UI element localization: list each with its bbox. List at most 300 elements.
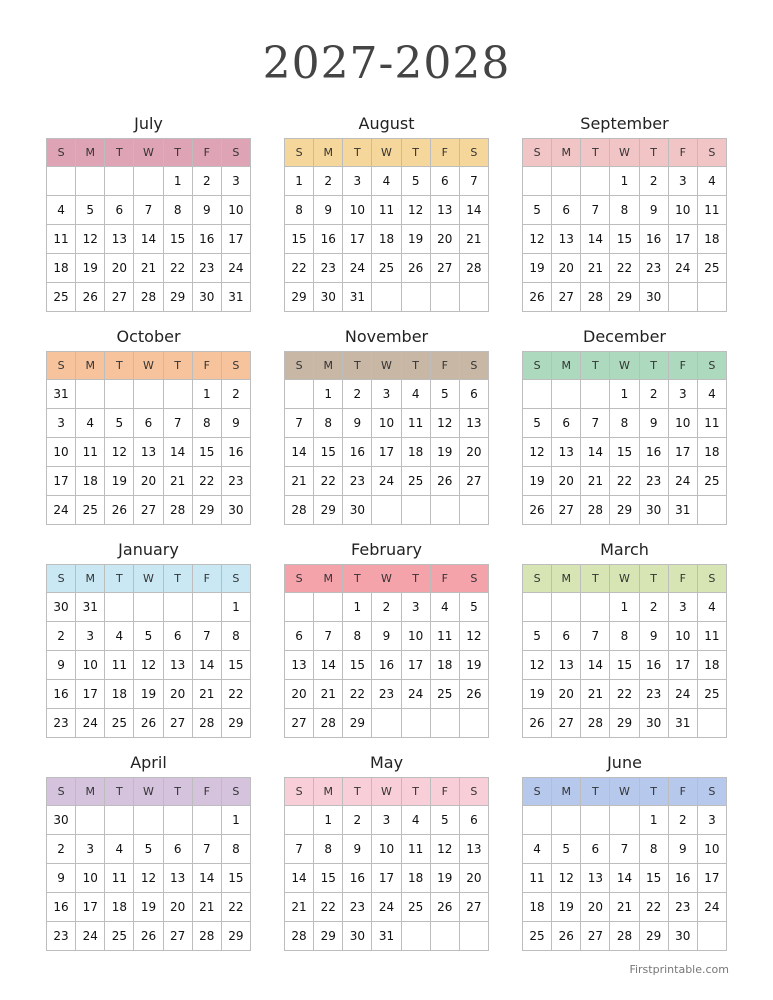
day-cell: 17 (221, 225, 250, 254)
day-cell: 21 (581, 680, 610, 709)
day-cell: 5 (459, 593, 488, 622)
empty-cell (401, 709, 430, 738)
day-cell: 1 (221, 806, 250, 835)
empty-cell (76, 167, 105, 196)
day-cell: 10 (401, 622, 430, 651)
month-name: March (600, 540, 649, 559)
day-cell: 6 (163, 622, 192, 651)
day-cell: 2 (639, 167, 668, 196)
day-cell: 15 (343, 651, 372, 680)
weekday-header: W (610, 139, 639, 167)
day-cell: 5 (552, 835, 581, 864)
month-name: February (351, 540, 422, 559)
weekday-header: T (581, 139, 610, 167)
empty-cell (163, 380, 192, 409)
day-cell: 8 (221, 835, 250, 864)
weekday-header: M (76, 352, 105, 380)
weekday-header: S (47, 565, 76, 593)
weekday-header: F (430, 565, 459, 593)
day-cell: 5 (134, 622, 163, 651)
day-cell: 29 (639, 922, 668, 951)
weekday-header: T (581, 565, 610, 593)
day-cell: 9 (639, 622, 668, 651)
day-cell: 4 (697, 380, 726, 409)
day-cell: 16 (47, 893, 76, 922)
weekday-header: S (285, 139, 314, 167)
day-cell: 10 (372, 409, 401, 438)
day-cell: 4 (430, 593, 459, 622)
day-cell: 19 (76, 254, 105, 283)
day-cell: 28 (285, 496, 314, 525)
weekday-header: M (552, 139, 581, 167)
day-cell: 23 (47, 709, 76, 738)
weekday-header: S (523, 565, 552, 593)
weekday-header: T (639, 778, 668, 806)
day-cell: 17 (76, 680, 105, 709)
weekday-header: W (134, 778, 163, 806)
day-cell: 5 (523, 622, 552, 651)
day-cell: 16 (343, 438, 372, 467)
day-cell: 17 (47, 467, 76, 496)
empty-cell (105, 167, 134, 196)
day-cell: 15 (163, 225, 192, 254)
day-cell: 7 (285, 409, 314, 438)
day-cell: 22 (314, 893, 343, 922)
day-cell: 22 (610, 680, 639, 709)
day-cell: 11 (697, 409, 726, 438)
month-name: July (134, 114, 163, 133)
empty-cell (76, 806, 105, 835)
day-cell: 24 (668, 680, 697, 709)
day-cell: 8 (343, 622, 372, 651)
weekday-header: W (372, 139, 401, 167)
day-cell: 19 (552, 893, 581, 922)
weekday-header: S (47, 352, 76, 380)
day-cell: 21 (314, 680, 343, 709)
month-july (46, 110, 251, 312)
weekday-header: T (401, 778, 430, 806)
day-cell: 20 (552, 254, 581, 283)
day-cell: 8 (639, 835, 668, 864)
day-cell: 14 (581, 651, 610, 680)
page-title: 2027-2028 (262, 38, 511, 89)
day-cell: 20 (552, 680, 581, 709)
day-cell: 13 (163, 864, 192, 893)
empty-cell (697, 922, 726, 951)
weekday-header: M (314, 139, 343, 167)
weekday-header: S (221, 139, 250, 167)
day-cell: 31 (343, 283, 372, 312)
empty-cell (523, 806, 552, 835)
day-cell: 15 (221, 864, 250, 893)
empty-cell (134, 806, 163, 835)
day-cell: 29 (314, 496, 343, 525)
day-cell: 10 (372, 835, 401, 864)
month-table (522, 138, 727, 312)
day-cell: 25 (76, 496, 105, 525)
day-cell: 12 (459, 622, 488, 651)
month-name: November (344, 327, 429, 346)
day-cell: 6 (134, 409, 163, 438)
day-cell: 19 (105, 467, 134, 496)
empty-cell (523, 380, 552, 409)
day-cell: 27 (134, 496, 163, 525)
day-cell: 14 (314, 651, 343, 680)
weekday-header: F (668, 565, 697, 593)
day-cell: 11 (401, 835, 430, 864)
day-cell: 12 (523, 225, 552, 254)
day-cell: 22 (314, 467, 343, 496)
day-cell: 6 (581, 835, 610, 864)
day-cell: 18 (697, 438, 726, 467)
empty-cell (581, 167, 610, 196)
day-cell: 10 (668, 196, 697, 225)
day-cell: 20 (163, 893, 192, 922)
day-cell: 2 (639, 593, 668, 622)
day-cell: 23 (639, 680, 668, 709)
day-cell: 22 (221, 893, 250, 922)
weekday-header: S (697, 352, 726, 380)
day-cell: 27 (285, 709, 314, 738)
day-cell: 11 (401, 409, 430, 438)
day-cell: 12 (134, 651, 163, 680)
month-may (284, 749, 489, 951)
day-cell: 15 (314, 438, 343, 467)
day-cell: 29 (221, 709, 250, 738)
day-cell: 4 (76, 409, 105, 438)
day-cell: 20 (581, 893, 610, 922)
empty-cell (372, 709, 401, 738)
day-cell: 8 (314, 409, 343, 438)
day-cell: 24 (697, 893, 726, 922)
empty-cell (552, 380, 581, 409)
day-cell: 24 (668, 254, 697, 283)
day-cell: 7 (581, 409, 610, 438)
day-cell: 4 (697, 167, 726, 196)
day-cell: 7 (285, 835, 314, 864)
day-cell: 11 (430, 622, 459, 651)
day-cell: 6 (552, 409, 581, 438)
month-name: October (116, 327, 181, 346)
month-table (284, 777, 489, 951)
empty-cell (285, 806, 314, 835)
day-cell: 23 (343, 893, 372, 922)
day-cell: 2 (372, 593, 401, 622)
day-cell: 26 (523, 709, 552, 738)
empty-cell (134, 593, 163, 622)
day-cell: 15 (192, 438, 221, 467)
empty-cell (552, 806, 581, 835)
day-cell: 14 (581, 225, 610, 254)
day-cell: 6 (285, 622, 314, 651)
day-cell: 8 (610, 409, 639, 438)
empty-cell (523, 593, 552, 622)
weekday-header: S (697, 565, 726, 593)
day-cell: 15 (314, 864, 343, 893)
month-table (46, 351, 251, 525)
day-cell: 22 (639, 893, 668, 922)
weekday-header: S (697, 778, 726, 806)
day-cell: 1 (163, 167, 192, 196)
day-cell: 20 (459, 438, 488, 467)
day-cell: 10 (343, 196, 372, 225)
day-cell: 18 (105, 893, 134, 922)
weekday-header: S (523, 778, 552, 806)
day-cell: 17 (372, 438, 401, 467)
day-cell: 24 (401, 680, 430, 709)
day-cell: 11 (105, 651, 134, 680)
weekday-header: S (523, 352, 552, 380)
day-cell: 7 (459, 167, 488, 196)
day-cell: 28 (314, 709, 343, 738)
day-cell: 15 (610, 225, 639, 254)
weekday-header: F (668, 778, 697, 806)
day-cell: 24 (221, 254, 250, 283)
month-table (284, 351, 489, 525)
day-cell: 26 (430, 467, 459, 496)
day-cell: 11 (47, 225, 76, 254)
day-cell: 14 (581, 438, 610, 467)
weekday-header: S (47, 139, 76, 167)
day-cell: 18 (401, 438, 430, 467)
day-cell: 15 (639, 864, 668, 893)
day-cell: 24 (343, 254, 372, 283)
day-cell: 21 (192, 680, 221, 709)
empty-cell (134, 380, 163, 409)
day-cell: 27 (430, 254, 459, 283)
day-cell: 2 (192, 167, 221, 196)
day-cell: 19 (134, 680, 163, 709)
day-cell: 7 (581, 196, 610, 225)
day-cell: 17 (76, 893, 105, 922)
day-cell: 25 (47, 283, 76, 312)
weekday-header: F (192, 778, 221, 806)
day-cell: 21 (285, 893, 314, 922)
day-cell: 13 (134, 438, 163, 467)
day-cell: 28 (163, 496, 192, 525)
day-cell: 8 (314, 835, 343, 864)
weekday-header: T (639, 352, 668, 380)
day-cell: 1 (610, 167, 639, 196)
empty-cell (192, 593, 221, 622)
day-cell: 16 (639, 651, 668, 680)
day-cell: 19 (401, 225, 430, 254)
month-table (46, 564, 251, 738)
day-cell: 17 (343, 225, 372, 254)
day-cell: 30 (314, 283, 343, 312)
day-cell: 26 (401, 254, 430, 283)
day-cell: 29 (285, 283, 314, 312)
day-cell: 11 (523, 864, 552, 893)
weekday-header: F (668, 139, 697, 167)
day-cell: 9 (47, 651, 76, 680)
day-cell: 23 (47, 922, 76, 951)
month-november (284, 323, 489, 525)
day-cell: 28 (581, 496, 610, 525)
day-cell: 30 (47, 593, 76, 622)
day-cell: 30 (221, 496, 250, 525)
month-name: January (118, 540, 179, 559)
day-cell: 13 (581, 864, 610, 893)
day-cell: 29 (314, 922, 343, 951)
weekday-header: W (372, 778, 401, 806)
day-cell: 16 (47, 680, 76, 709)
weekday-header: W (610, 352, 639, 380)
day-cell: 26 (105, 496, 134, 525)
weekday-header: T (105, 778, 134, 806)
day-cell: 31 (668, 496, 697, 525)
weekday-header: S (285, 565, 314, 593)
day-cell: 8 (192, 409, 221, 438)
empty-cell (134, 167, 163, 196)
day-cell: 9 (372, 622, 401, 651)
day-cell: 14 (192, 651, 221, 680)
day-cell: 27 (552, 283, 581, 312)
empty-cell (581, 806, 610, 835)
empty-cell (523, 167, 552, 196)
day-cell: 18 (697, 225, 726, 254)
day-cell: 20 (134, 467, 163, 496)
day-cell: 28 (581, 283, 610, 312)
day-cell: 28 (192, 922, 221, 951)
day-cell: 9 (668, 835, 697, 864)
weekday-header: T (401, 352, 430, 380)
weekday-header: W (610, 565, 639, 593)
day-cell: 13 (285, 651, 314, 680)
empty-cell (285, 380, 314, 409)
day-cell: 18 (76, 467, 105, 496)
day-cell: 19 (523, 254, 552, 283)
day-cell: 27 (459, 893, 488, 922)
day-cell: 19 (459, 651, 488, 680)
day-cell: 13 (163, 651, 192, 680)
weekday-header: M (552, 352, 581, 380)
day-cell: 12 (523, 651, 552, 680)
weekday-header: S (459, 778, 488, 806)
empty-cell (552, 593, 581, 622)
weekday-header: F (192, 139, 221, 167)
day-cell: 25 (105, 922, 134, 951)
day-cell: 29 (610, 283, 639, 312)
day-cell: 5 (430, 380, 459, 409)
day-cell: 24 (372, 893, 401, 922)
day-cell: 15 (610, 438, 639, 467)
weekday-header: S (221, 352, 250, 380)
month-table (46, 777, 251, 951)
empty-cell (47, 167, 76, 196)
day-cell: 25 (697, 680, 726, 709)
day-cell: 8 (285, 196, 314, 225)
day-cell: 23 (192, 254, 221, 283)
weekday-header: T (401, 139, 430, 167)
day-cell: 27 (163, 709, 192, 738)
day-cell: 10 (668, 622, 697, 651)
day-cell: 3 (668, 380, 697, 409)
day-cell: 18 (697, 651, 726, 680)
day-cell: 31 (372, 922, 401, 951)
day-cell: 3 (401, 593, 430, 622)
weekday-header: F (668, 352, 697, 380)
day-cell: 7 (192, 622, 221, 651)
weekday-header: T (105, 352, 134, 380)
day-cell: 29 (163, 283, 192, 312)
day-cell: 9 (47, 864, 76, 893)
day-cell: 7 (314, 622, 343, 651)
day-cell: 20 (105, 254, 134, 283)
day-cell: 22 (610, 254, 639, 283)
day-cell: 4 (105, 835, 134, 864)
weekday-header: W (134, 565, 163, 593)
day-cell: 27 (105, 283, 134, 312)
day-cell: 24 (372, 467, 401, 496)
day-cell: 12 (523, 438, 552, 467)
day-cell: 27 (459, 467, 488, 496)
day-cell: 3 (372, 806, 401, 835)
weekday-header: T (163, 778, 192, 806)
day-cell: 3 (697, 806, 726, 835)
day-cell: 22 (343, 680, 372, 709)
day-cell: 3 (76, 835, 105, 864)
day-cell: 5 (523, 196, 552, 225)
month-october (46, 323, 251, 525)
day-cell: 18 (372, 225, 401, 254)
day-cell: 30 (639, 283, 668, 312)
weekday-header: T (105, 565, 134, 593)
month-name: December (583, 327, 666, 346)
day-cell: 1 (285, 167, 314, 196)
month-table (522, 564, 727, 738)
day-cell: 28 (134, 283, 163, 312)
day-cell: 2 (343, 806, 372, 835)
day-cell: 20 (430, 225, 459, 254)
day-cell: 3 (372, 380, 401, 409)
day-cell: 12 (430, 409, 459, 438)
day-cell: 17 (668, 651, 697, 680)
weekday-header: S (221, 778, 250, 806)
day-cell: 12 (401, 196, 430, 225)
day-cell: 22 (192, 467, 221, 496)
day-cell: 14 (610, 864, 639, 893)
day-cell: 4 (401, 806, 430, 835)
weekday-header: T (639, 139, 668, 167)
empty-cell (192, 806, 221, 835)
empty-cell (163, 593, 192, 622)
day-cell: 27 (163, 922, 192, 951)
day-cell: 18 (105, 680, 134, 709)
day-cell: 16 (372, 651, 401, 680)
day-cell: 26 (430, 893, 459, 922)
day-cell: 11 (697, 196, 726, 225)
day-cell: 1 (343, 593, 372, 622)
empty-cell (76, 380, 105, 409)
day-cell: 2 (221, 380, 250, 409)
weekday-header: M (314, 352, 343, 380)
empty-cell (459, 283, 488, 312)
day-cell: 6 (105, 196, 134, 225)
empty-cell (401, 496, 430, 525)
empty-cell (105, 380, 134, 409)
day-cell: 9 (314, 196, 343, 225)
day-cell: 22 (610, 467, 639, 496)
empty-cell (697, 283, 726, 312)
weekday-header: T (343, 778, 372, 806)
day-cell: 13 (552, 438, 581, 467)
day-cell: 29 (221, 922, 250, 951)
weekday-header: F (430, 139, 459, 167)
day-cell: 16 (343, 864, 372, 893)
day-cell: 5 (134, 835, 163, 864)
day-cell: 26 (552, 922, 581, 951)
